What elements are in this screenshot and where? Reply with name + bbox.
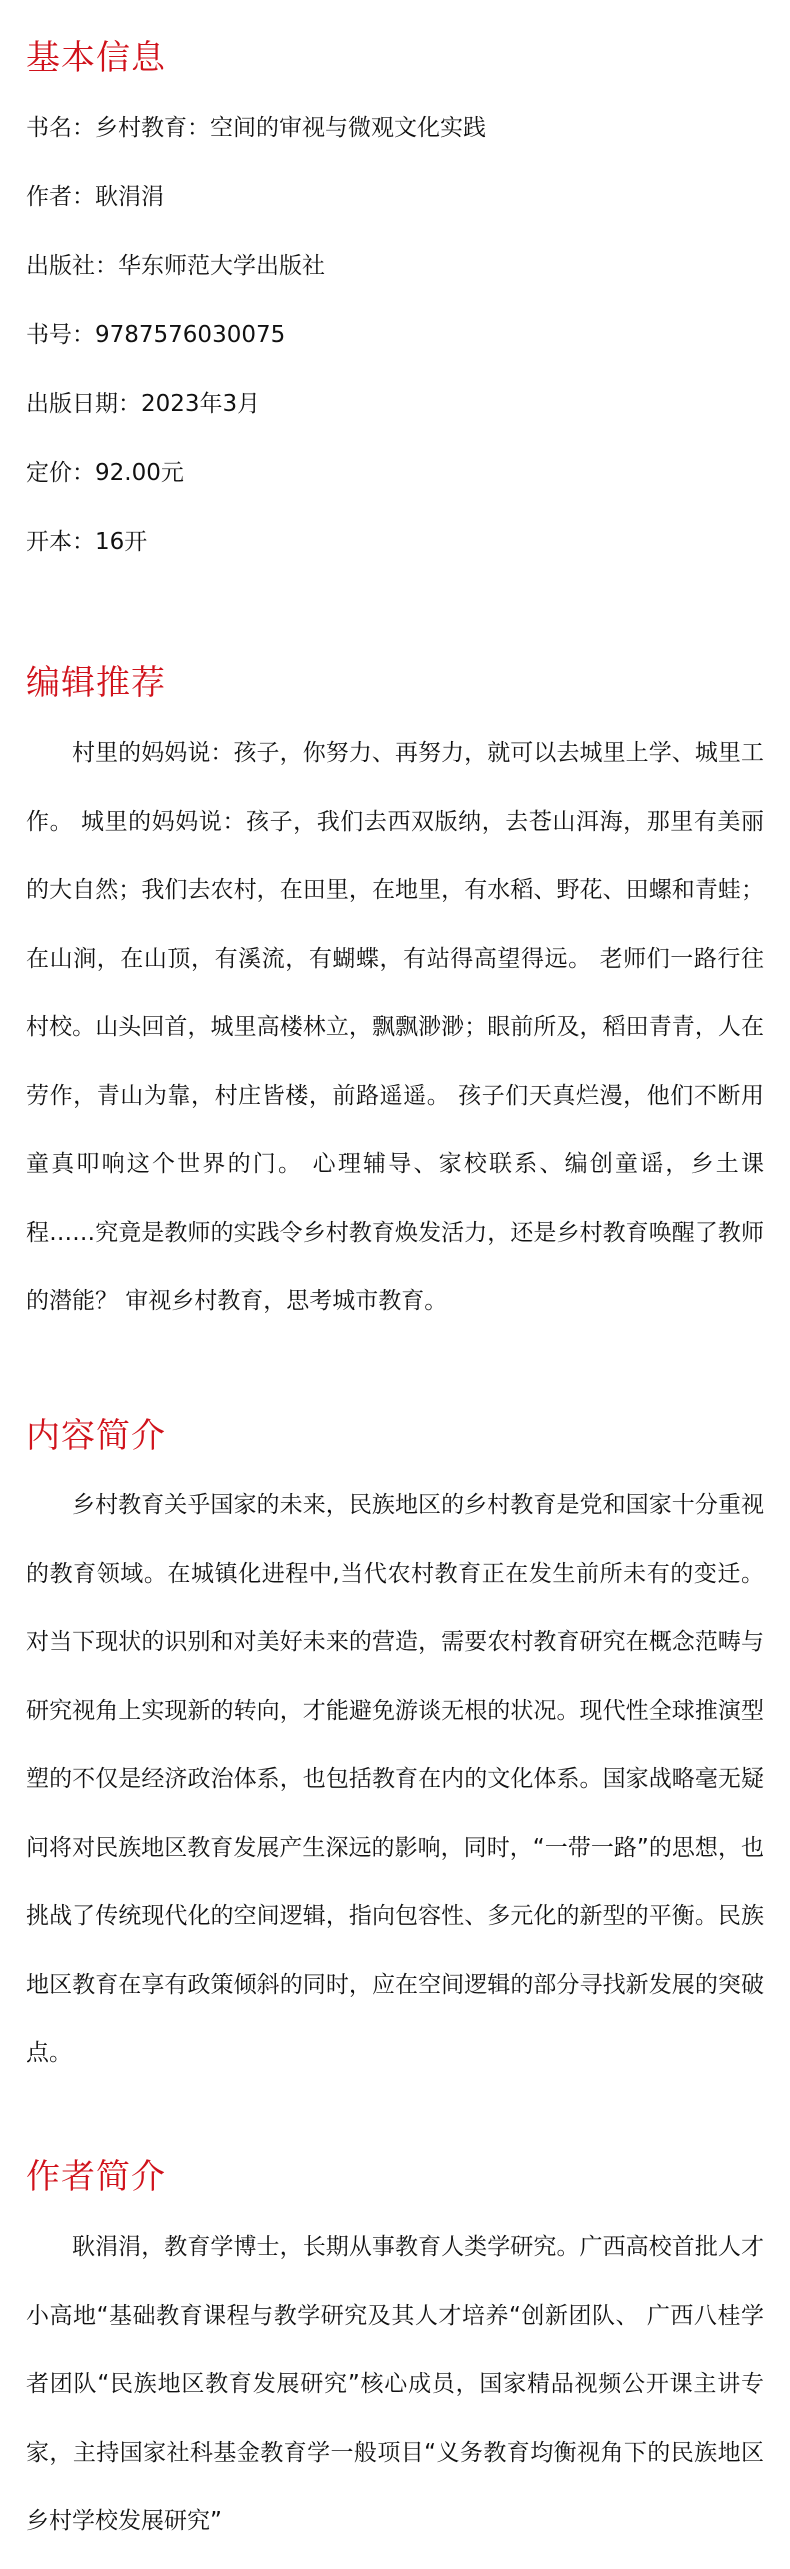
info-author: 作者：耿涓涓 bbox=[26, 184, 164, 210]
basic-info-section bbox=[26, 38, 764, 78]
editor-recommendation-heading: 编辑推荐 bbox=[26, 663, 166, 703]
editor-recommendation-text: 村里的妈妈说：孩子，你努力、再努力，就可以去城里上学、城里工作。 城里的妈妈说：孩子，我们去西双版纳，去苍山洱海，那里有美丽的大自然；我们去农村，在田里，在地里，有水稻、野花、田螺和青蛙；在山涧，在山顶，有溪流，有蝴蝶，有站得高望得远。 老师们一路行往村校。山头回首，城里高楼林立，飘飘渺渺；眼前所及，稻田青青，人在劳作，青山为靠，村庄皆楼，前路遥遥。 孩子们天真烂漫，他们不断用童真叩响这个世界的门。 心理辅导、家校联系、编创童谣，乡土课程……究竟是教师的实践令乡村教育焕发活力，还是乡村教育唤醒了教师的潜能？ 审视乡村教育，思考城市教育。 bbox=[26, 740, 764, 1314]
author-intro-body bbox=[26, 2213, 764, 2556]
content-intro-heading: 内容简介 bbox=[26, 1416, 166, 1456]
info-format: 开本：16开 bbox=[26, 529, 148, 555]
author-intro-heading: 作者简介 bbox=[26, 2157, 166, 2197]
info-isbn: 书号：9787576030075 bbox=[26, 322, 286, 348]
info-publisher: 出版社：华东师范大学出版社 bbox=[26, 253, 325, 279]
info-publish-date: 出版日期：2023年3月 bbox=[26, 391, 261, 417]
content-intro-section bbox=[26, 1416, 764, 1456]
info-title: 书名：乡村教育：空间的审视与微观文化实践 bbox=[26, 115, 486, 141]
editor-recommendation-section bbox=[26, 663, 764, 703]
author-intro-section bbox=[26, 2157, 764, 2197]
info-price: 定价：92.00元 bbox=[26, 460, 184, 486]
content-intro-text: 乡村教育关乎国家的未来，民族地区的乡村教育是党和国家十分重视的教育领域。在城镇化进程中,当代农村教育正在发生前所未有的变迁。对当下现状的识别和对美好未来的营造，需要农村教育研究在概念范畴与研究视角上实现新的转向，才能避免游谈无根的状况。现代性全球推演型塑的不仅是经济政治体系，也包括教育在内的文化体系。国家战略毫无疑问将对民族地区教育发展产生深远的影响，同时，“一带一路”的思想，也挑战了传统现代化的空间逻辑，指向包容性、多元化的新型的平衡。民族地区教育在享有政策倾斜的同时，应在空间逻辑的部分寻找新发展的突破点。 bbox=[26, 1492, 764, 2066]
basic-info-heading: 基本信息 bbox=[26, 38, 166, 78]
editor-recommendation-body bbox=[26, 719, 764, 1336]
author-intro-text: 耿涓涓，教育学博士，长期从事教育人类学研究。广西高校首批人才小高地“基础教育课程与教学研究及其人才培养“创新团队、 广西八桂学者团队“民族地区教育发展研究”核心成员，国家精品视频公开课主讲专家，主持国家社科基金教育学一般项目“义务教育均衡视角下的民族地区乡村学校发展研究” bbox=[26, 2234, 764, 2534]
content-intro-body bbox=[26, 1471, 764, 2088]
